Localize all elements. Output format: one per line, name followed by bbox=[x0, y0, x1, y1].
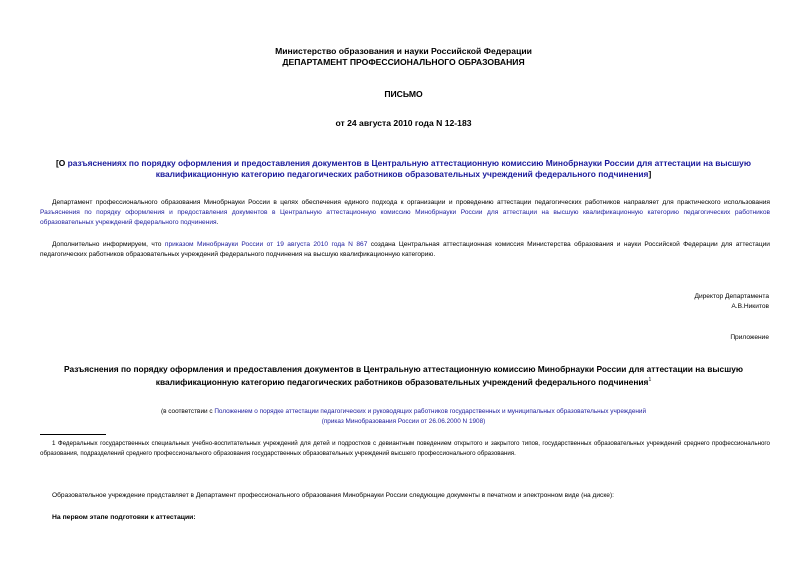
subject-link[interactable]: разъяснениях по порядку оформления и предоставления документов в Центральную аттестационную комиссию Минобрнауки России для аттестации на высшую квалификационную категорию педагогических работников образовательных учреждений федерального подчинения bbox=[67, 158, 751, 179]
body-paragraph-2 bbox=[40, 240, 770, 260]
subject-close-bracket: ] bbox=[648, 169, 652, 179]
footnote-mark[interactable]: 1 bbox=[648, 377, 652, 383]
accord-prefix: (в соответствии с bbox=[160, 408, 215, 415]
footnote-divider bbox=[40, 434, 106, 435]
footnote-number: 1 bbox=[52, 440, 56, 447]
accordance-note bbox=[0, 407, 807, 427]
p1-text-start: Департамент профессионального образования Минобрнауки России в целях обеспечения единого подхода к организации и проведению аттестации педагогических работников направляет для практического использования bbox=[52, 199, 770, 206]
accord-link[interactable]: Положением о порядке аттестации педагогических и руководящих работников государственных и муниципальных образовательных учреждений bbox=[214, 408, 647, 415]
stage-heading: На первом этапе подготовки к аттестации: bbox=[52, 514, 196, 521]
body-paragraph-1 bbox=[40, 198, 770, 228]
appendix-title-text: Разъяснения по порядку оформления и предоставления документов в Центральную аттестационную комиссию Минобрнауки России для аттестации на высшую квалификационную категорию педагогических работников образовательных учреждений федерального подчинения bbox=[63, 364, 744, 387]
signature-name: А.В.Никитов bbox=[731, 303, 769, 310]
doc-type: ПИСЬМО bbox=[384, 89, 423, 99]
p2-text-start: Дополнительно информируем, что bbox=[52, 241, 165, 248]
p1-link[interactable]: Разъяснения по порядку оформления и предоставления документов в Центральную аттестационную комиссию Минобрнауки России для аттестации на высшую квалификационную категорию педагогических работников образовательных учреждений федерального подчинения bbox=[40, 209, 770, 226]
ministry-name: Министерство образования и науки Российской Федерации bbox=[275, 46, 532, 56]
footnote-text: Федеральных государственных специальных учебно-воспитательных учреждений для детей и подростков с девиантным поведением открытого и закрытого типов, государственных образовательных учреждений среднего профессионального образования, подразделений среднего профессионального образования государственных образовательных учреждений высшего профессионального образования. bbox=[40, 440, 770, 457]
subject-open-bracket: [О bbox=[56, 158, 68, 168]
ministry-heading bbox=[0, 46, 807, 68]
p3-text: Образовательное учреждение представляет в Департамент профессионального образования Минобрнауки России следующие документы в печатном и электронном виде (на диске): bbox=[52, 492, 614, 499]
doc-subject bbox=[40, 158, 767, 180]
p1-text-end: . bbox=[216, 219, 219, 226]
p2-link[interactable]: приказом Минобрнауки России от 19 августа 2010 года N 867 bbox=[164, 241, 368, 248]
p2-text-end: создана Центральная аттестационная комиссия Министерства образования и науки Российской Федерации для аттестации педагогических работников образовательных учреждений федерального подчинения на высшую квалификационную категорию. bbox=[40, 241, 770, 258]
department-name: ДЕПАРТАМЕНТ ПРОФЕССИОНАЛЬНОГО ОБРАЗОВАНИЯ bbox=[282, 57, 525, 67]
appendix-label: Приложение bbox=[730, 334, 769, 341]
body-paragraph-3 bbox=[40, 491, 770, 501]
accord-order-link[interactable]: (приказ Минобразования России от 26.06.2000 N 1908) bbox=[321, 418, 486, 425]
signature-block bbox=[694, 292, 769, 312]
signature-position: Директор Департамента bbox=[694, 293, 769, 300]
footnote bbox=[40, 439, 770, 459]
doc-date-number: от 24 августа 2010 года N 12-183 bbox=[335, 118, 472, 128]
appendix-title bbox=[40, 364, 767, 388]
